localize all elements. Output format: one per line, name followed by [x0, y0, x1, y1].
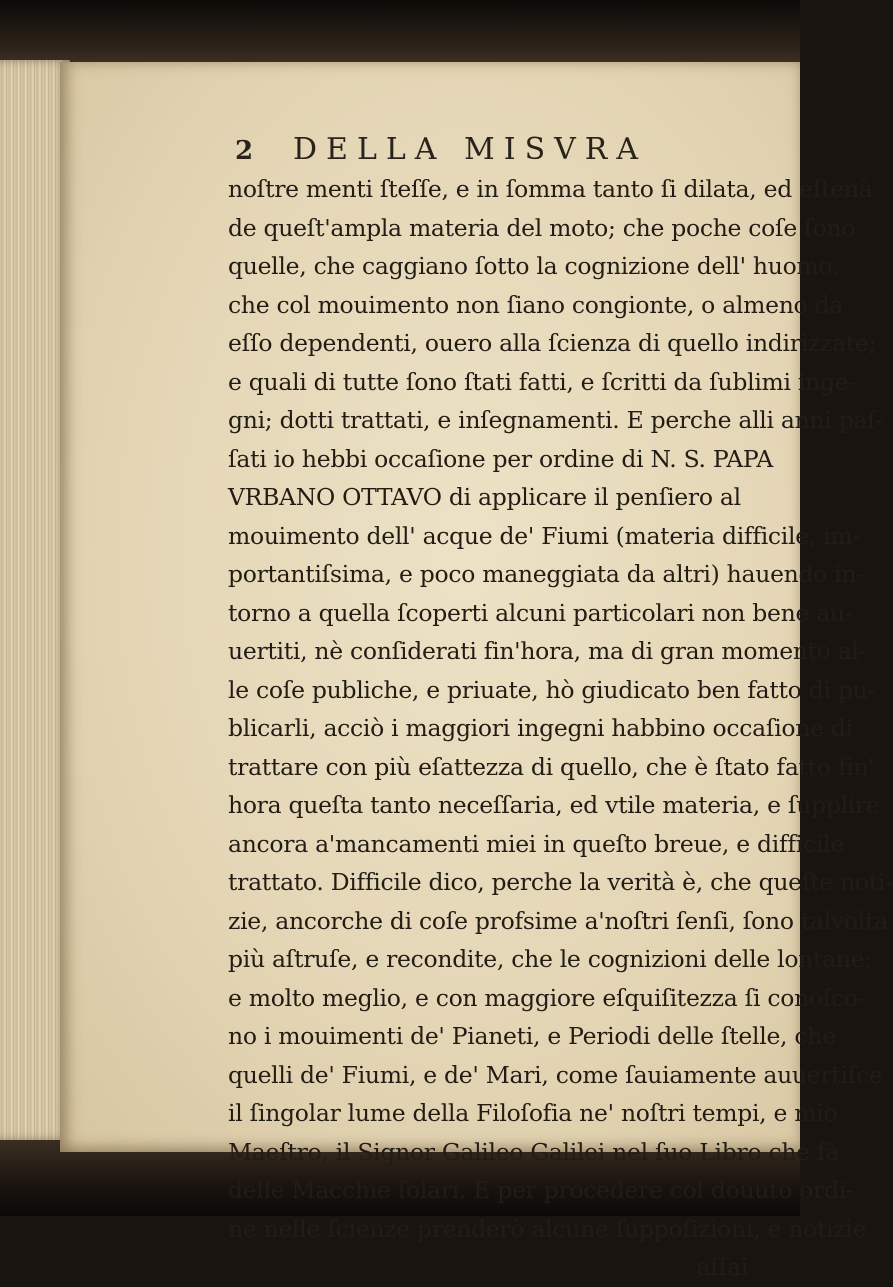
text-line: il ſingolar lume della Filoſofia ne' noſtri tempi, e mio [228, 1099, 838, 1127]
text-line: blicarli, acciò i maggiori ingegni habbino occaſione di [228, 714, 853, 742]
text-line: che col mouimento non ſiano congionte, o almeno da [228, 290, 844, 319]
text-line: portantiſsima, e poco maneggiata da altri) hauendo in- [228, 560, 864, 588]
text-line: e quali di tutte ſono ſtati fatti, e ſcritti da ſublimi inge- [228, 367, 856, 396]
text-line: Maeſtro, il Signor Galileo Galilei nel ſuo Libro che fà [228, 1137, 840, 1166]
text-line: eſſo dependenti, ouero alla ſcienza di quello indirizzate; [228, 329, 877, 357]
text-line: de queſt'ampla materia del moto; che poche coſe ſono [228, 213, 856, 242]
text-line: no i mouimenti de' Pianeti, e Periodi delle ſtelle, che [228, 1022, 836, 1050]
text-line: gni; dotti trattati, e inſegnamenti. E perche alli anni paſ- [228, 406, 884, 434]
text-line: ſati io hebbi occaſione per ordine di N. S. PAPA [228, 444, 773, 473]
text-line: noſtre menti ſteſſe, e in ſomma tanto ſi dilata, ed eſtenà [228, 175, 873, 203]
text-line: più aſtruſe, e recondite, che le cognizioni delle lontane; [228, 945, 872, 973]
text-line: uertiti, nè conſiderati fin'hora, ma di gran momento al- [228, 637, 867, 665]
text-line: torno a quella ſcoperti alcuni particolari non bene au- [228, 598, 853, 627]
text-line: ancora a'mancamenti miei in queſto breue, e difficile [228, 829, 844, 858]
body-text [228, 170, 893, 1287]
text-line: ne nelle ſcienze prenderò alcune ſuppoſizioni, e notizie [228, 1214, 867, 1243]
text-line: trattare con più eſattezza di quello, che è ſtato fatto fin' [228, 752, 875, 781]
catchword: aſſai [696, 1253, 748, 1281]
text-line: delle Macchie ſolari. E per procedere col douuto ordi- [228, 1176, 854, 1204]
text-line: hora queſta tanto neceſſaria, ed vtile materia, e ſupplire [228, 791, 880, 819]
text-line: quelle, che caggiano ſotto la cognizione dell' huomo, [228, 252, 840, 280]
text-line: trattato. Difficile dico, perche la verità è, che queſte noti- [228, 868, 893, 896]
running-title: DELLA MISVRA [293, 132, 648, 167]
page-number: 2 [235, 136, 254, 166]
running-header [175, 132, 735, 172]
text-line: VRBANO OTTAVO di applicare il penſiero al [228, 483, 741, 511]
text-line: e molto meglio, e con maggiore eſquiſitezza ſi conoſco- [228, 983, 866, 1012]
text-line: mouimento dell' acque de' Fiumi (materia difficile, im- [228, 521, 861, 550]
text-line: quelli de' Fiumi, e de' Mari, come ſauiamente auuertiſce [228, 1060, 883, 1089]
text-line: zie, ancorche di coſe profsime a'noſtri ſenſi, ſono talvolta [228, 906, 888, 935]
text-line: le coſe publiche, e priuate, hò giudicato ben fatto di pu- [228, 675, 876, 704]
